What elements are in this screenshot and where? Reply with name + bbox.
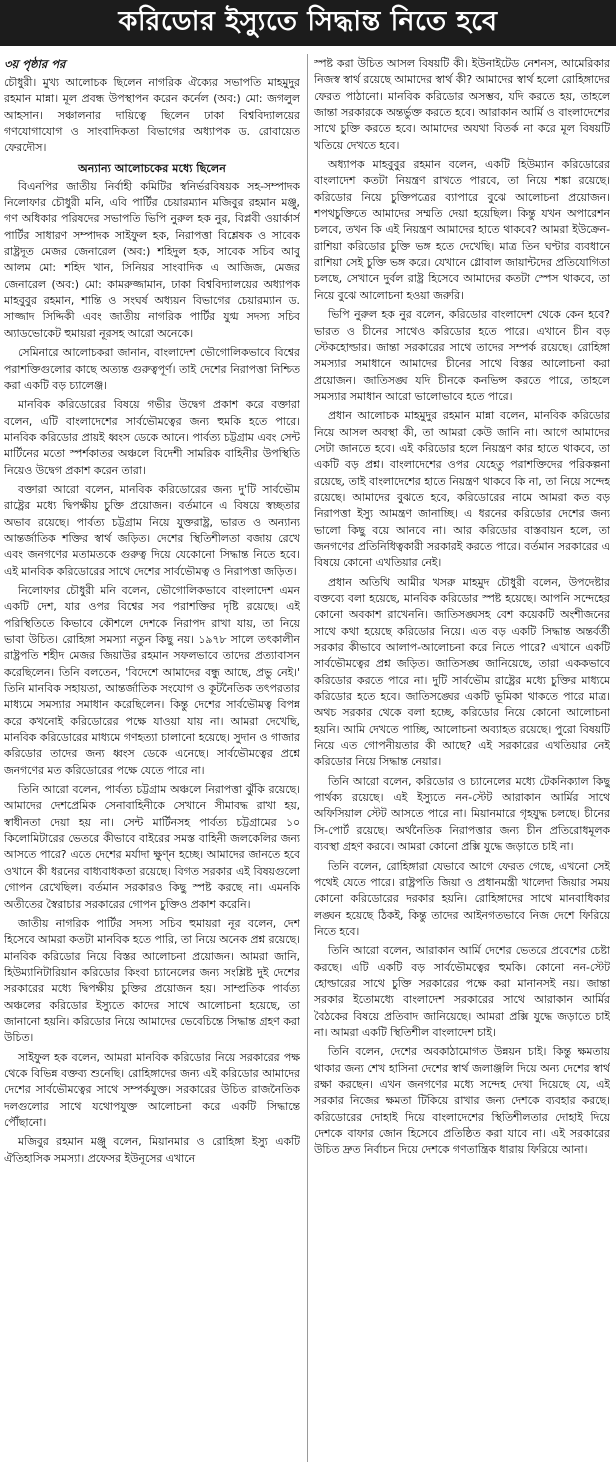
article-column-left	[4, 56, 300, 1460]
paragraph: প্রধান আলোচক মাহমুদুর রহমান মান্না বলেন, মানবিক করিডোর নিয়ে আসল অবস্থা কী, তা আমরা কেউ জানি না। আগে আমাদের সেটা জানতে হবে। এই করিডোর হলে নিয়ন্ত্রণ কার হাতে থাকবে, তা একটি বড় প্রশ্ন। বাংলাদেশের ওপর যেহেতু পরাশক্তিদের পরিকল্পনা রয়েছে, তাই বাংলাদেশের হাতে নিয়ন্ত্রণ থাকবে কি না, তা নিয়ে সন্দেহ রয়েছে। আমাদের বুঝতে হবে, করিডোরের নামে আমরা কত বড় নিরাপত্তা ইস্যু আমন্ত্রণ জানাচ্ছি। এ ধরনের করিডোর দেশের জন্য ভালো কিছু বয়ে আনবে না। আর করিডোর বাস্তবায়ন হলে, তা জনগণের প্রতিনিধিত্বকারী সরকারই করতে পারে। বর্তমান সরকারের এ বিষয়ে কোনো এখতিয়ার নেই।	[314, 409, 610, 570]
paragraph: সাইফুল হক বলেন, আমরা মানবিক করিডোর নিয়ে সরকারের পক্ষ থেকে বিভিন্ন বক্তব্য শুনেছি। রোহিঙ্গাদের জন্য এই করিডোর আমাদের দেশের সার্বভৌমত্বের সাথে সম্পর্কযুক্ত। সরকারের উচিত রাজনৈতিক দলগুলোর সাথে যথোপযুক্ত আলোচনা করে একটি সিদ্ধান্তে পৌঁছানো।	[4, 1050, 300, 1129]
column-divider	[307, 54, 308, 1462]
paragraph: স্পষ্ট করা উচিত আসল বিষয়টি কী। ইউনাইটেড নেশনস, আমেরিকার নিজস্ব স্বার্থ রয়েছে আমাদের স্বার্থ কী? আমাদের স্বার্থ হলো রোহিঙ্গাদের ফেরত পাঠানো। মানবিক করিডোর অসম্ভব, যদি করতে হয়, তাহলে জান্তা সরকারকে অন্তর্ভুক্ত করতে হবে। আরাকান আর্মি ও বাংলাদেশের সাথে চুক্তি করতে হবে। আমাদের অযথা বিতর্ক না করে মূল বিষয়টি খতিয়ে দেখতে হবে।	[314, 57, 610, 152]
article-column-right	[314, 56, 610, 1460]
paragraph: অধ্যাপক মাহবুবুর রহমান বলেন, একটি হিউম্যান করিডোরের বাংলাদেশ কতটা নিয়ন্ত্রণ রাখতে পারবে, তা নিয়ে শঙ্কা রয়েছে। করিডোর নিয়ে চুক্তিপত্রের ব্যাপারে বুঝে আলোচনা প্রয়োজন। শপথচুক্তিতে আমাদের সম্মতি দেয়া হয়েছিল। কিন্তু যখন অপারেশন চলবে, তখন কি এই নিয়ন্ত্রণ আমাদের হাতে থাকবে? আমরা ইউক্রেন-রাশিয়া করিডোর চুক্তি ভঙ্গ হতে দেখেছি। মাত্র তিন ঘণ্টার ব্যবধানে রাশিয়া সেই চুক্তি ভঙ্গ করে। যেখানে গ্লোবাল জায়ান্টদের প্রতিযোগিতা চলছে, সেখানে দুর্বল রাষ্ট্র হিসেবে আমাদের কতটা স্পেস থাকবে, তা নিয়ে বুঝে আলোচনা হওয়া জরুরি।	[314, 158, 610, 302]
subheading: অন্যান্য আলোচকের মধ্যে ছিলেন	[78, 161, 226, 175]
paragraph: প্রধান অতিথি আমীর খসরু মাহমুদ চৌধুরী বলেন, উপদেষ্টার বক্তব্যে বলা হয়েছে, মানবিক করিডোর স্পষ্ট হয়েছে। আপনি সন্দেহের কোনো অবকাশ রাখেননি। জাতিসঙ্ঘসহ বেশ কয়েকটি অংশীজনের সাথে কথা হয়েছে করিডোর নিয়ে। এত বড় একটি সিদ্ধান্ত অন্তর্বর্তী সরকার কীভাবে আলাপ-আলোচনা করে নিতে পারে? এখানে একটি সার্বভৌমত্বের প্রশ্ন জড়িত। জাতিসঙ্ঘ জানিয়েছে, তারা এককভাবে করিডোর করতে পারে না। দুটি সার্বভৌম রাষ্ট্রের মধ্যে চুক্তির মাধ্যমে করিডোর হতে হবে। জাতিসঙ্ঘের একটি ভূমিকা থাকতে পারে মাত্র। অথচ সরকার থেকে বলা হচ্ছে, করিডোর নিয়ে কোনো আলোচনা হয়নি। আমি দেখতে পাচ্ছি, আলোচনা অব্যাহত রয়েছে। পুরো বিষয়টি নিয়ে এত গোপনীয়তার কী আছে? এই সরকারের এখতিয়ার নেই করিডোর নিয়ে সিদ্ধান্ত নেয়ার।	[314, 575, 610, 769]
paragraph: মানবিক করিডোরের বিষয়ে গভীর উদ্বেগ প্রকাশ করে বক্তারা বলেন, এটি বাংলাদেশের সার্বভৌমত্বের জন্য হুমকি হতে পারে। মানবিক করিডোর প্রায়ই ধ্বংস ডেকে আনে। পার্বত্য চট্টগ্রাম এবং সেন্ট মার্টিনের মতো স্পর্শকাতর অঞ্চলে বিদেশী সামরিক বাহিনীর উপস্থিতি নিয়েও উদ্বেগ প্রকাশ করেন তারা।	[4, 398, 300, 477]
paragraph: তিনি আরো বলেন, পার্বত্য চট্টগ্রাম অঞ্চলে নিরাপত্তা ঝুঁকি রয়েছে। আমাদের দেশপ্রেমিক সেনাবাহিনীকে সেখানে সীমাবদ্ধ রাখা হয়, স্বাধীনতা দেয়া হয় না। সেন্ট মার্টিনসহ পার্বত্য চট্টগ্রামের ১০ কিলোমিটারের ভেতরে কীভাবে বাইরের সমস্ত বাহিনী জলকেলির জন্য আসতে পারে? এতে দেশের মর্যাদা ক্ষুণ্ন হচ্ছে। আমাদের জানতে হবে ওখানে কী ধরনের বাধ্যবাধকতা রয়েছে। বিগত সরকার এই বিষয়গুলো গোপন রেখেছিল। বর্তমান সরকারও কিছু স্পষ্ট করছে না। এমনকি অতীতের স্বৈরাচার সরকারের গোপন চুক্তিও প্রকাশ করেনি।	[4, 783, 300, 911]
paragraph: নিলোফার চৌধুরী মনি বলেন, ভৌগোলিকভাবে বাংলাদেশ এমন একটি দেশ, যার ওপর বিশ্বের সব পরাশক্তির দৃষ্টি রয়েছে। এই পরিস্থিতিতে কিভাবে কৌশলে দেশকে নিরাপদ রাখা যায়, তা নিয়ে ভাবা উচিত। রোহিঙ্গা সমস্যা নতুন কিছু নয়। ১৯৭৮ সালে তৎকালীন রাষ্ট্রপতি শহীদ মেজর জিয়াউর রহমান সফলভাবে তাদের প্রত্যাবাসন করেছিলেন। তিনি বলতেন, 'বিদেশে আমাদের বন্ধু আছে, প্রভু নেই।' তিনি মানবিক সহায়তা, আন্তর্জাতিক সংযোগ ও কূটনৈতিক তৎপরতার মাধ্যমে সমস্যার সমাধান করেছিলেন। কিন্তু দেশের সার্বভৌমত্ব বিপন্ন করে কখনোই করিডোরের পক্ষে যাওয়া যায় না। আমরা দেখেছি, মানবিক করিডোরের মাধ্যমে গণহত্যা চালানো হয়েছে। সুদান ও গাজার করিডোর তাদের জন্য ধ্বংস ডেকে এনেছে। সার্বভৌমত্বের প্রশ্নে জনগণের মত করিডোরের পক্ষে যেতে পারে না।	[4, 583, 300, 777]
continued-from-label: ৩য় পৃষ্ঠার পর	[4, 57, 66, 71]
paragraph: চৌধুরী। মুখ্য আলোচক ছিলেন নাগরিক ঐক্যের সভাপতি মাহমুদুর রহমান মান্না। মূল প্রবন্ধ উপস্থাপন করেন কর্নেল (অব:) মো: জগলুল আহসান। সঞ্চালনার দায়িত্বে ছিলেন ঢাকা বিশ্ববিদ্যালয়ের গণযোগাযোগ ও সাংবাদিকতা বিভাগের অধ্যাপক ড. রোবায়েত ফেরদৌস।	[4, 76, 300, 155]
paragraph: বিএনপির জাতীয় নির্বাহী কমিটির স্বনির্ভরবিষয়ক সহ-সম্পাদক নিলোফার চৌধুরী মনি, এবি পার্টির চেয়ারম্যান মজিবুর রহমান মঞ্জু, গণ অধিকার পরিষদের সভাপতি ভিপি নুরুল হক নুর, বিপ্লবী ওয়ার্কার্স পার্টির সাধারণ সম্পাদক সাইফুল হক, নিরাপত্তা বিশ্লেষক ও সাবেক রাষ্ট্রদূত মেজর জেনারেল (অব:) শহিদুল হক, সাবেক সচিব আবু আলম মো: শহিদ খান, সিনিয়র সাংবাদিক এ আজিজ, মেজর জেনারেল (অব:) মো: কামরুজ্জামান, ঢাকা বিশ্ববিদ্যালয়ের অধ্যাপক মাহবুবুর রহমান, শান্তি ও সংঘর্ষ অধ্যয়ন বিভাগের চেয়ারম্যান ড. সাজ্জাদ সিদ্দিকী এবং জাতীয় নাগরিক পার্টির যুগ্ম সদস্য সচিব অ্যাডভোকেট হুমায়রা নূরসহ আরো অনেকে।	[4, 179, 300, 340]
headline: করিডোর ইস্যুতে সিদ্ধান্ত নিতে হবে	[0, 0, 616, 46]
paragraph: তিনি বলেন, দেশের অবকাঠামোগত উন্নয়ন চাই। কিন্তু ক্ষমতায় থাকার জন্য শেখ হাসিনা দেশের স্বার্থ জলাঞ্জলি দিয়ে অন্য দেশের স্বার্থ রক্ষা করছেন। এখন জনগণের মধ্যে সন্দেহ দেখা দিয়েছে যে, এই সরকার নিজের ক্ষমতা টিকিয়ে রাখার জন্য দেশকে ব্যবহার করছে। করিডোরের দোহাই দিয়ে বাংলাদেশের স্থিতিশীলতার দোহাই দিয়ে দেশকে বাফার জোন হিসেবে প্রতিষ্ঠিত করা যাবে না। এই সরকারের উচিত দ্রুত নির্বাচন দিয়ে দেশকে গণতান্ত্রিক ধারায় ফিরিয়ে আনা।	[314, 1045, 610, 1157]
paragraph: সেমিনারে আলোচকরা জানান, বাংলাদেশ ভৌগোলিকভাবে বিশ্বের পরাশক্তিগুলোর কাছে অত্যন্ত গুরুত্বপূর্ণ। তাই দেশের নিরাপত্তা নিশ্চিত করা একটি বড় চ্যালেঞ্জ।	[4, 346, 300, 392]
paragraph: মজিবুর রহমান মঞ্জু বলেন, মিয়ানমার ও রোহিঙ্গা ইস্যু একটি ঐতিহাসিক সমস্যা। প্রফেসর ইউনূসের এখানে	[4, 1135, 300, 1165]
paragraph: ভিপি নুরুল হক নুর বলেন, করিডোর বাংলাদেশ থেকে কেন হবে? ভারত ও চীনের সাথেও করিডোর হতে পারে। এখানে চীন বড় স্টেকহোল্ডার। জান্তা সরকারের সাথে তাদের সম্পর্ক রয়েছে। রোহিঙ্গা সমস্যার সমাধানে আমাদের চীনের সাথে বিস্তর আলোচনা করা প্রয়োজন। জাতিসঙ্ঘ যদি চীনকে কনভিন্স করতে পারে, তাহলে সমস্যার সমাধান আরো ভালোভাবে হতে পারে।	[314, 308, 610, 403]
paragraph: বক্তারা আরো বলেন, মানবিক করিডোরের জন্য দু'টি সার্বভৌম রাষ্ট্রের মধ্যে দ্বিপক্ষীয় চুক্তি প্রয়োজন। বর্তমানে এ বিষয়ে স্বচ্ছতার অভাব রয়েছে। পার্বত্য চট্টগ্রাম নিয়ে যুক্তরাষ্ট্র, ভারত ও অন্যান্য আন্তর্জাতিক শক্তির স্বার্থ জড়িত। দেশের স্থিতিশীলতা বজায় রেখে এবং জনগণের মতামতকে গুরুত্ব দিয়ে যেকোনো সিদ্ধান্ত নিতে হবে। এই মানবিক করিডোরের সাথে দেশের সার্বভৌমত্ব ও নিরাপত্তা জড়িত।	[4, 482, 300, 578]
paragraph: তিনি আরো বলেন, করিডোর ও চ্যানেলের মধ্যে টেকনিক্যাল কিছু পার্থক্য রয়েছে। এই ইস্যুতে নন-স্টেট আরাকান আর্মির সাথে অফিসিয়াল স্টেট আসতে পারে না। মিয়ানমারে গৃহযুদ্ধ চলছে। চীনের সি-পোর্ট রয়েছে। অর্থনৈতিক নিরাপত্তার জন্য চীন প্রতিরোধমূলক ব্যবস্থা গ্রহণ করবে। আমরা কোনো প্রক্সি যুদ্ধে জড়াতে চাই না।	[314, 774, 610, 854]
paragraph: তিনি বলেন, রোহিঙ্গারা যেভাবে আগে ফেরত গেছে, এখনো সেই পথেই যেতে পারে। রাষ্ট্রপতি জিয়া ও প্রধানমন্ত্রী খালেদা জিয়ার সময় কোনো করিডোরের দরকার হয়নি। রোহিঙ্গাদের সাথে মানবাধিকার লঙ্ঘন হয়েছে ঠিকই, কিন্তু তাদের আইনগতভাবে নিজ দেশে ফিরিয়ে নিতে হবে।	[314, 859, 610, 938]
paragraph: তিনি আরো বলেন, আরাকান আর্মি দেশের ভেতরে প্রবেশের চেষ্টা করছে। এটি একটি বড় সার্বভৌমত্বের হুমকি। কোনো নন-স্টেট হোল্ডারের সাথে চুক্তি সরকারের পক্ষে করা মানানসই নয়। জান্তা সরকার ইতোমধ্যে বাংলাদেশ সরকারের সাথে আরাকান আর্মির বৈঠকের বিষয়ে প্রতিবাদ জানিয়েছে। আমরা প্রক্সি যুদ্ধে জড়াতে চাই না। আমরা একটি স্থিতিশীল বাংলাদেশ চাই।	[314, 944, 610, 1039]
paragraph: জাতীয় নাগরিক পার্টির সদস্য সচিব হুমায়রা নূর বলেন, দেশ হিসেবে আমরা কতটা মানবিক হতে পারি, তা নিয়ে অনেক প্রশ্ন রয়েছে। মানবিক করিডোর নিয়ে বিস্তর আলোচনা প্রয়োজন। আমরা জানি, হিউম্যানিটারিয়ান করিডোর কিংবা চ্যানেলের জন্য সংশ্লিষ্ট দুই দেশের সরকারের মধ্যে দ্বিপক্ষীয় চুক্তির প্রয়োজন হয়। সাম্প্রতিক পার্বত্য অঞ্চলের করিডোর ইস্যুতে কাদের সাথে আলোচনা হয়েছে, তা জানানো হয়নি। করিডোর নিয়ে আমাদের ভেবেচিন্তে সিদ্ধান্ত গ্রহণ করা উচিত।	[4, 916, 300, 1045]
